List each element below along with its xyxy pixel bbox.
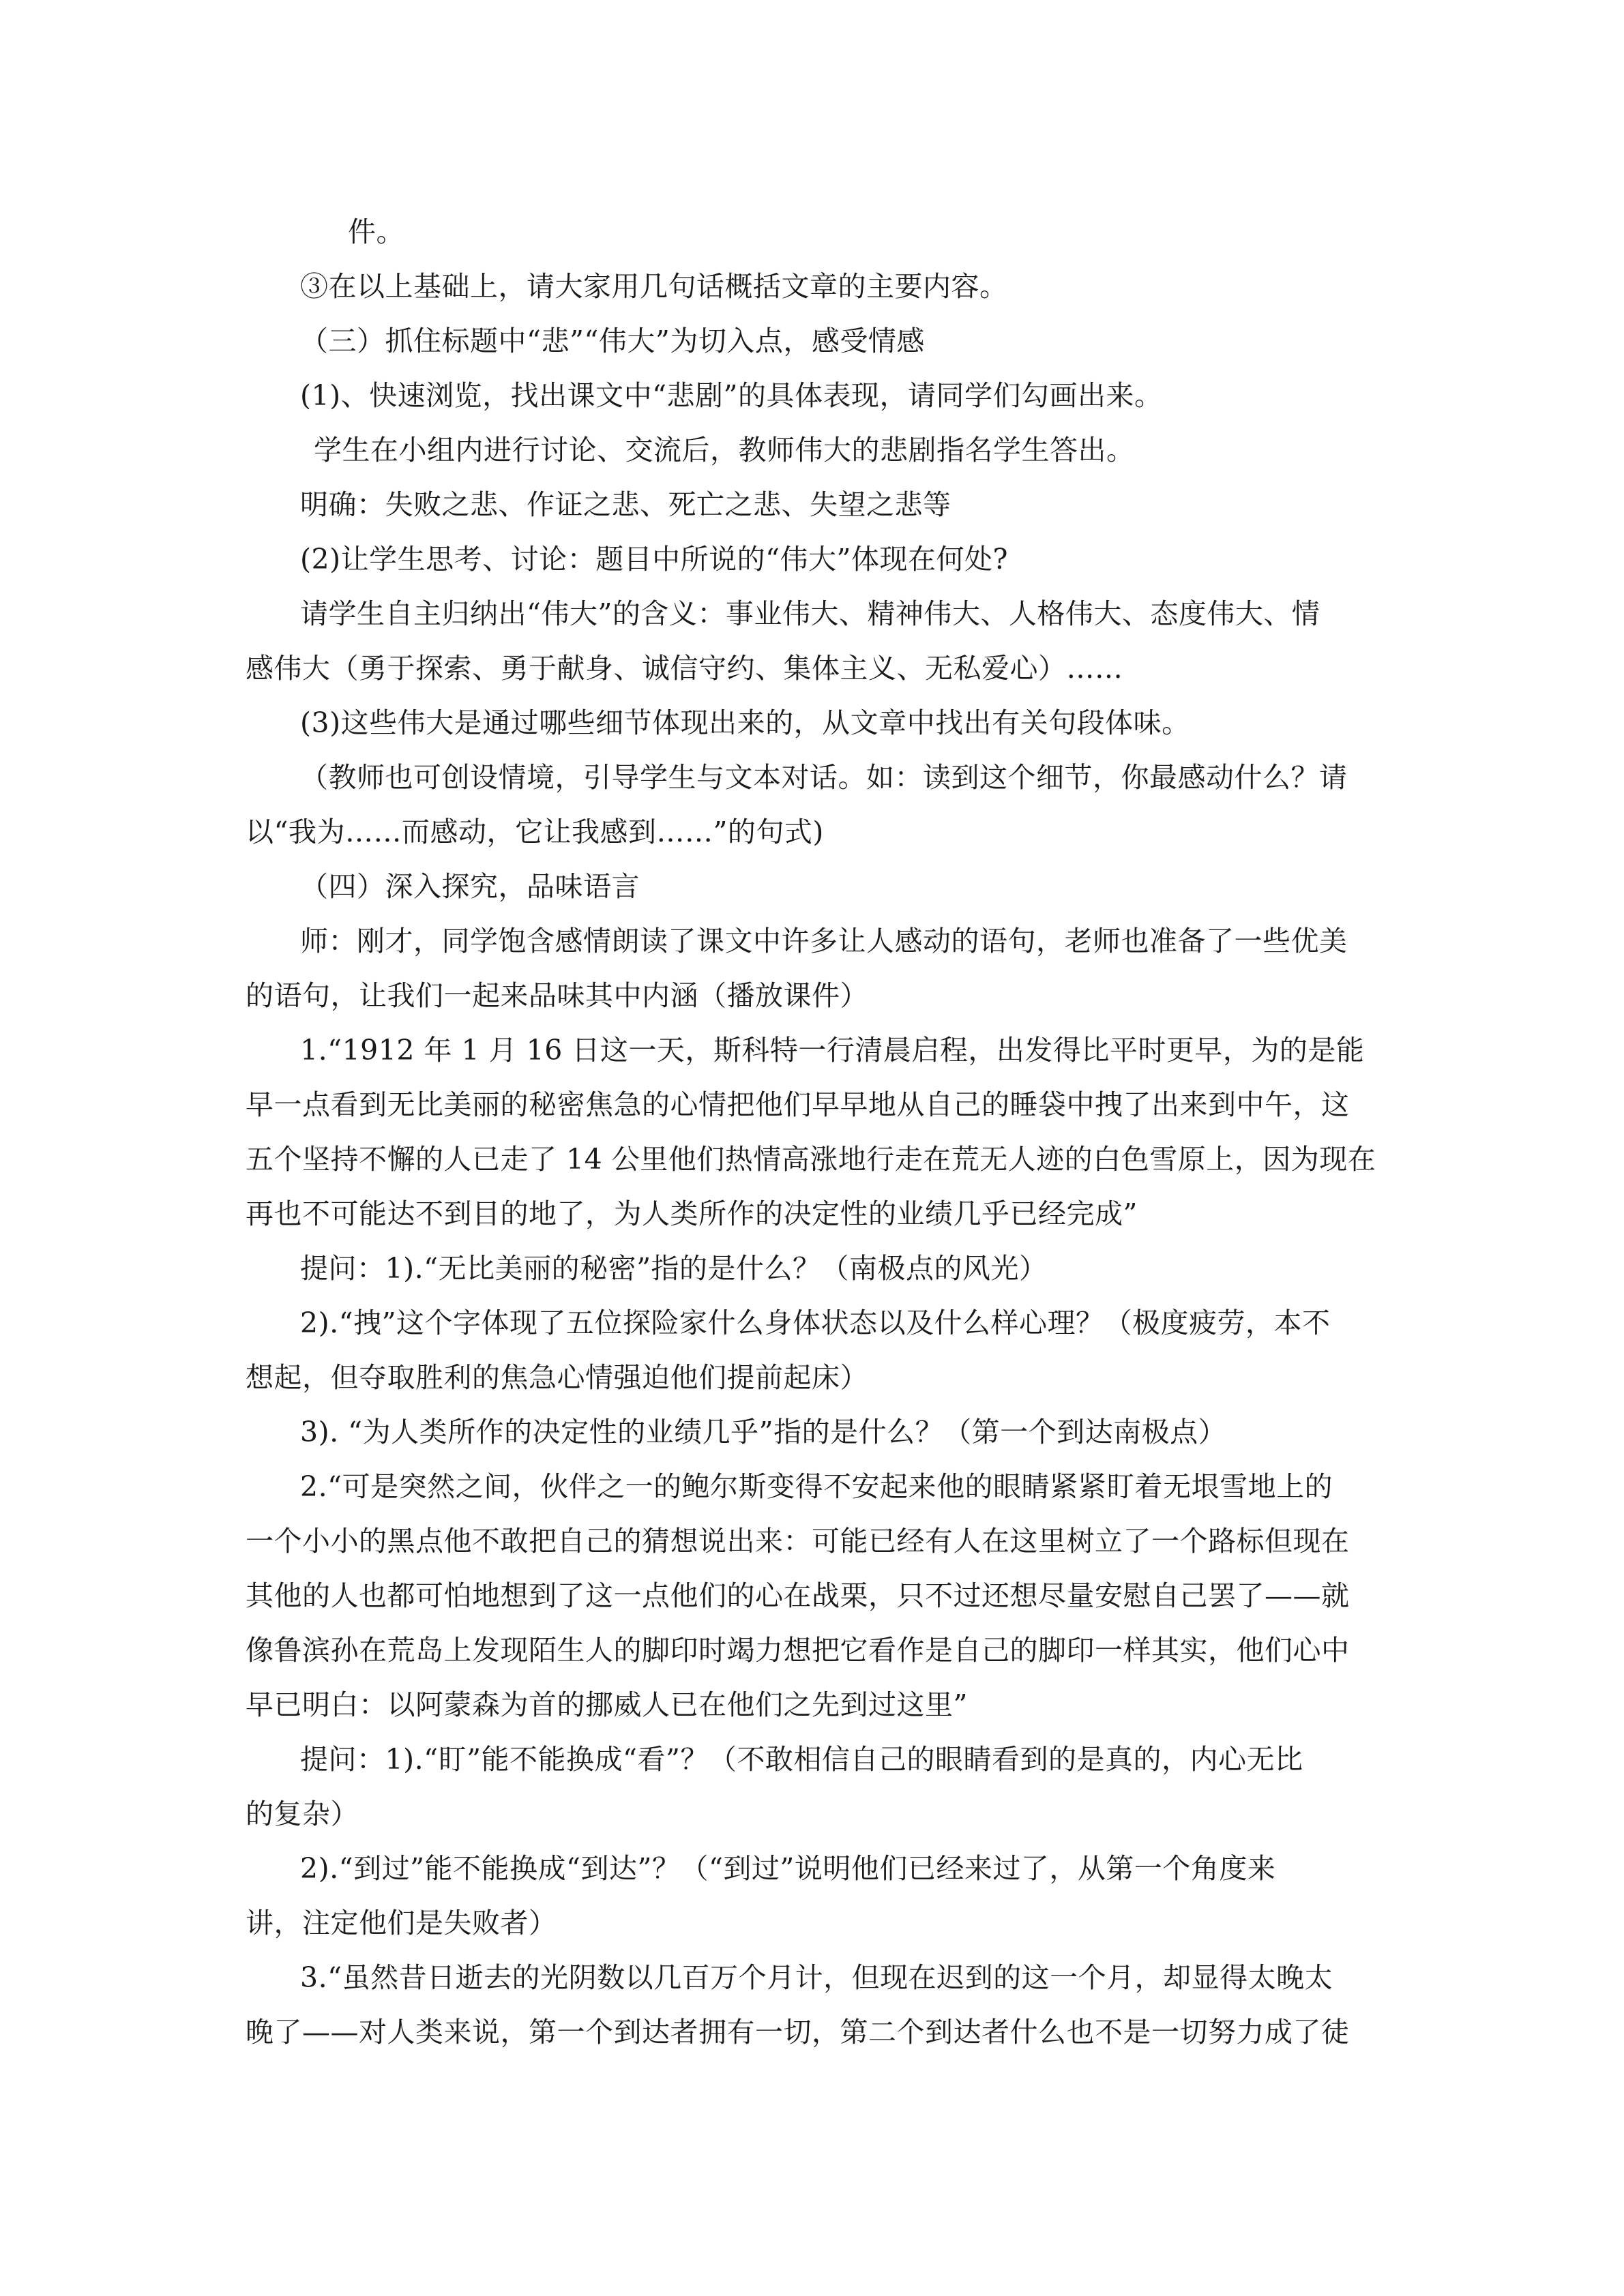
text-line: 2).“到过”能不能换成“到达”？（“到过”说明他们已经来过了，从第一个角度来 [300, 1852, 1276, 1885]
text-line: (3)这些伟大是通过哪些细节体现出来的，从文章中找出有关句段体味。 [300, 706, 1190, 739]
text-line: 1.“1912 年 1 月 16 日这一天，斯科特一行清晨启程，出发得比平时更早，为的是能 [300, 1034, 1365, 1067]
text-line: 想起，但夺取胜利的焦急心情强迫他们提前起床） [246, 1361, 868, 1394]
text-line: 的语句，让我们一起来品味其中内涵（播放课件） [246, 979, 868, 1012]
text-line: 像鲁滨孙在荒岛上发现陌生人的脚印时竭力想把它看作是自己的脚印一样其实，他们心中 [246, 1634, 1350, 1667]
text-line: (2)让学生思考、讨论：题目中所说的“伟大”体现在何处? [300, 543, 1008, 576]
text-line: 五个坚持不懈的人已走了 14 公里他们热情高涨地行走在荒无人迹的白色雪原上，因为现在 [246, 1143, 1376, 1176]
text-line: 早已明白：以阿蒙森为首的挪威人已在他们之先到过这里” [246, 1688, 968, 1721]
text-line: 一个小小的黑点他不敢把自己的猜想说出来：可能已经有人在这里树立了一个路标但现在 [246, 1525, 1350, 1557]
text-line: 2).“拽”这个字体现了五位探险家什么身体状态以及什么样心理？（极度疲劳，本不 [300, 1307, 1331, 1339]
text-line: 提问：1).“无比美丽的秘密”指的是什么？（南极点的风光） [300, 1252, 1048, 1285]
text-line: （教师也可创设情境，引导学生与文本对话。如：读到这个细节，你最感动什么？请 [300, 761, 1348, 794]
text-line: 感伟大（勇于探索、勇于献身、诚信守约、集体主义、无私爱心）…… [246, 652, 1123, 685]
text-line: （四）深入探究，品味语言 [300, 870, 640, 903]
text-line: 讲，注定他们是失败者） [246, 1907, 557, 1939]
text-line: 3.“虽然昔日逝去的光阴数以几百万个月计，但现在迟到的这一个月，却显得太晚太 [300, 1961, 1333, 1994]
text-line: ③在以上基础上，请大家用几句话概括文章的主要内容。 [300, 270, 1008, 303]
text-line: (1)、快速浏览，找出课文中“悲剧”的具体表现，请同学们勾画出来。 [300, 379, 1163, 412]
document-page [246, 205, 1378, 2059]
text-line: 请学生自主归纳出“伟大”的含义：事业伟大、精神伟大、人格伟大、态度伟大、情 [300, 597, 1320, 630]
text-line: 晚了——对人类来说，第一个到达者拥有一切，第二个到达者什么也不是一切努力成了徒 [246, 2016, 1350, 2048]
text-line: 早一点看到无比美丽的秘密焦急的心情把他们早早地从自己的睡袋中拽了出来到中午，这 [246, 1088, 1350, 1121]
text-line: 再也不可能达不到目的地了，为人类所作的决定性的业绩几乎已经完成” [246, 1197, 1138, 1230]
text-line: 师：刚才，同学饱含感情朗读了课文中许多让人感动的语句，老师也准备了一些优美 [300, 925, 1348, 957]
text-line: 明确：失败之悲、作证之悲、死亡之悲、失望之悲等 [300, 488, 951, 521]
text-line: 的复杂） [246, 1798, 359, 1830]
text-line: 以“我为……而感动，它让我感到……”的句式) [246, 816, 824, 848]
text-line: 提问：1).“盯”能不能换成“看”？（不敢相信自己的眼睛看到的是真的，内心无比 [300, 1743, 1303, 1776]
text-line: 学生在小组内进行讨论、交流后，教师伟大的悲剧指名学生答出。 [314, 434, 1135, 466]
text-line: （三）抓住标题中“悲”“伟大”为切入点，感受情感 [300, 325, 925, 357]
text-line: 3). “为人类所作的决定性的业绩几乎”指的是什么？（第一个到达南极点） [300, 1416, 1227, 1448]
text-line: 其他的人也都可怕地想到了这一点他们的心在战栗，只不过还想尽量安慰自己罢了——就 [246, 1579, 1350, 1612]
text-line: 件。 [348, 215, 404, 248]
text-line: 2.“可是突然之间，伙伴之一的鲍尔斯变得不安起来他的眼睛紧紧盯着无垠雪地上的 [300, 1470, 1333, 1503]
